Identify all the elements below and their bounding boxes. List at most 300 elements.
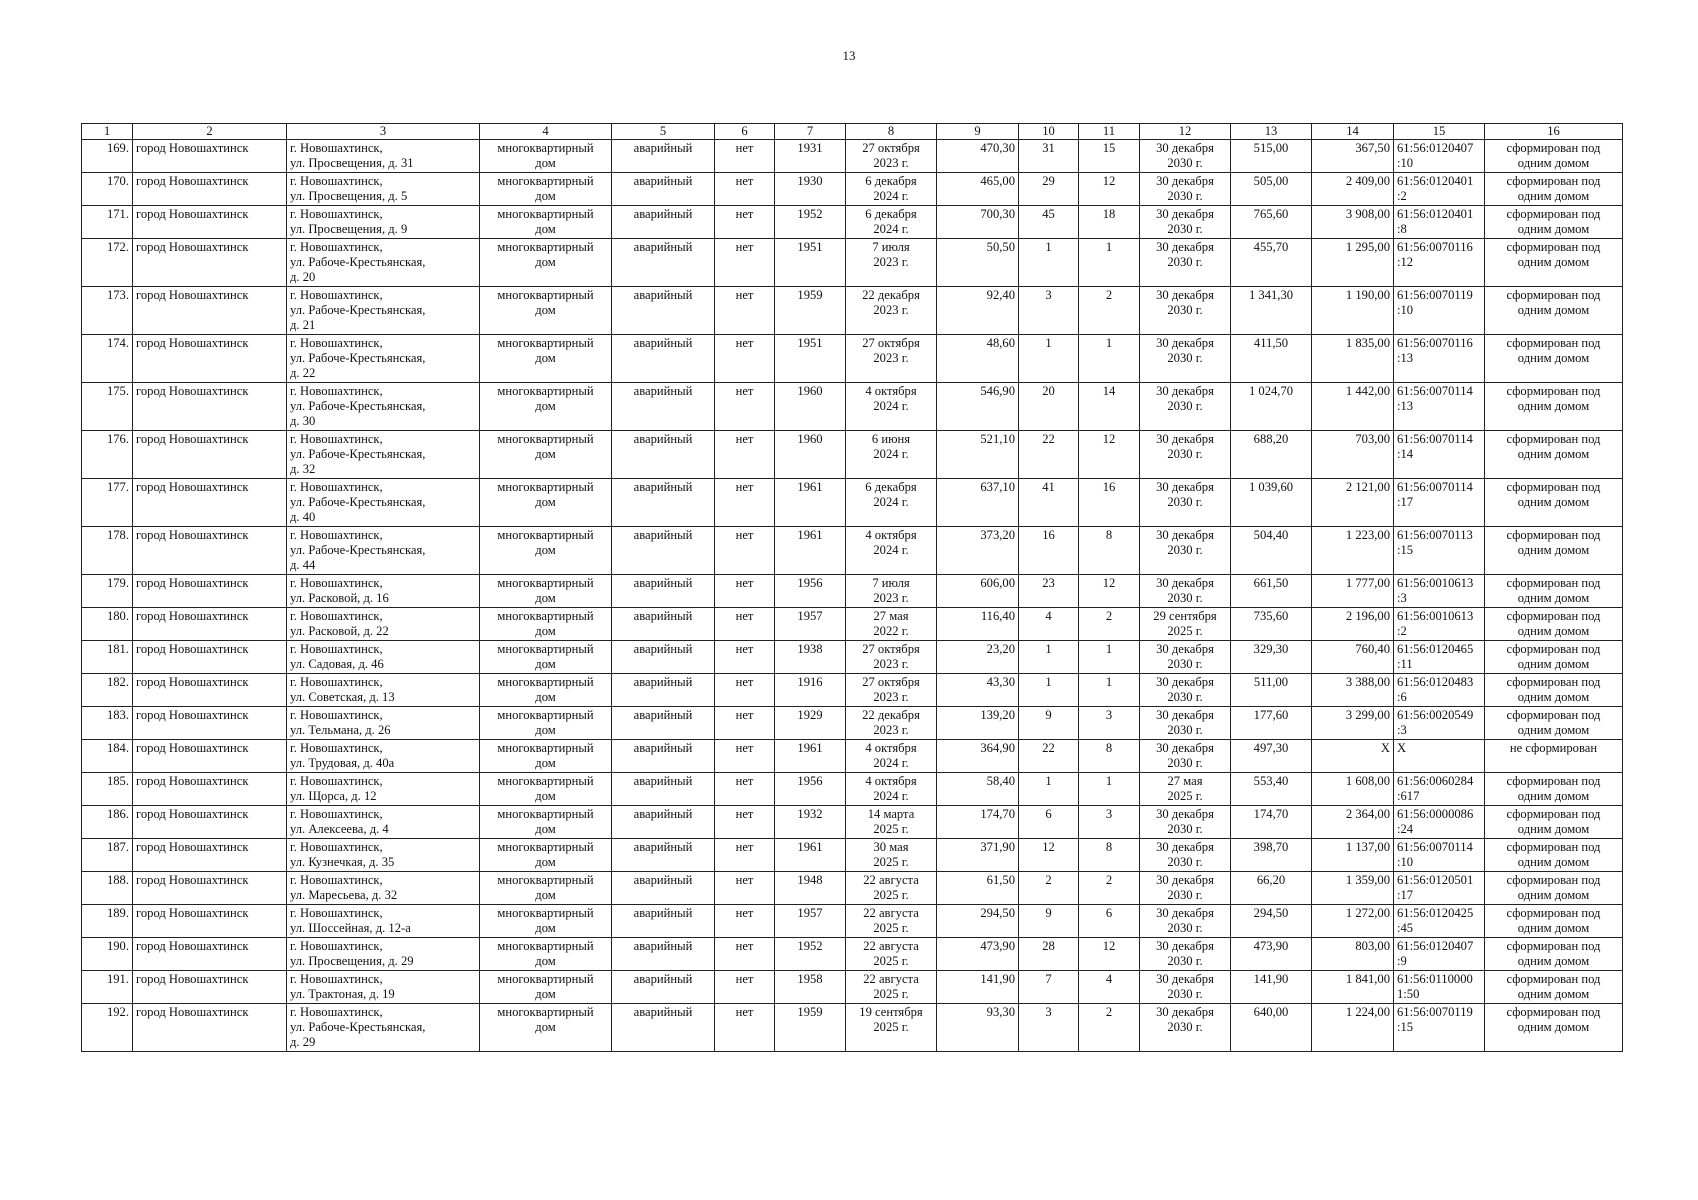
resettlement-deadline-cell: 30 декабря 2030 г.: [1140, 674, 1231, 707]
condition-cell: аварийный: [612, 707, 715, 740]
total-area-cell: 455,70: [1231, 239, 1312, 287]
area-cell: 465,00: [937, 173, 1019, 206]
building-type-cell: многоквартирный дом: [480, 938, 612, 971]
address-cell: г. Новошахтинск, ул. Рабоче-Крестьянская, д. 44: [287, 527, 480, 575]
total-area-cell: 505,00: [1231, 173, 1312, 206]
land-area-cell: 1 835,00: [1312, 335, 1394, 383]
recognition-date-cell: 27 мая 2022 г.: [846, 608, 937, 641]
land-status-cell: сформирован под одним домом: [1485, 479, 1623, 527]
condition-cell: аварийный: [612, 575, 715, 608]
land-status-cell: сформирован под одним домом: [1485, 971, 1623, 1004]
building-type-cell: многоквартирный дом: [480, 971, 612, 1004]
recognition-date-cell: 19 сентября 2025 г.: [846, 1004, 937, 1052]
total-area-cell: 66,20: [1231, 872, 1312, 905]
land-area-cell: 803,00: [1312, 938, 1394, 971]
column-number-6: 6: [715, 124, 775, 140]
table-row: [82, 527, 1623, 575]
land-area-cell: 3 908,00: [1312, 206, 1394, 239]
resettlement-deadline-cell: 30 декабря 2030 г.: [1140, 905, 1231, 938]
flag-cell: нет: [715, 206, 775, 239]
total-area-cell: 688,20: [1231, 431, 1312, 479]
recognition-date-cell: 4 октября 2024 г.: [846, 383, 937, 431]
cadastral-number-cell: 61:56:0120401 :8: [1394, 206, 1485, 239]
apartments-cell: 6: [1079, 905, 1140, 938]
address-cell: г. Новошахтинск, ул. Тельмана, д. 26: [287, 707, 480, 740]
land-area-cell: 1 223,00: [1312, 527, 1394, 575]
flag-cell: нет: [715, 1004, 775, 1052]
municipality-cell: город Новошахтинск: [133, 707, 287, 740]
apartments-cell: 1: [1079, 773, 1140, 806]
recognition-date-cell: 30 мая 2025 г.: [846, 839, 937, 872]
area-cell: 606,00: [937, 575, 1019, 608]
cadastral-number-cell: 61:56:0010613 :2: [1394, 608, 1485, 641]
residents-cell: 9: [1019, 905, 1079, 938]
apartments-cell: 3: [1079, 806, 1140, 839]
column-number-1: 1: [82, 124, 133, 140]
recognition-date-cell: 27 октября 2023 г.: [846, 674, 937, 707]
apartments-cell: 1: [1079, 674, 1140, 707]
build-year-cell: 1951: [775, 335, 846, 383]
build-year-cell: 1938: [775, 641, 846, 674]
column-number-header-row: [82, 124, 1623, 140]
condition-cell: аварийный: [612, 740, 715, 773]
address-cell: г. Новошахтинск, ул. Маресьева, д. 32: [287, 872, 480, 905]
address-cell: г. Новошахтинск, ул. Трактоная, д. 19: [287, 971, 480, 1004]
row-number-cell: 183.: [82, 707, 133, 740]
condition-cell: аварийный: [612, 872, 715, 905]
recognition-date-cell: 22 августа 2025 г.: [846, 938, 937, 971]
land-area-cell: 1 359,00: [1312, 872, 1394, 905]
apartments-cell: 2: [1079, 608, 1140, 641]
area-cell: 546,90: [937, 383, 1019, 431]
condition-cell: аварийный: [612, 806, 715, 839]
area-cell: 637,10: [937, 479, 1019, 527]
row-number-cell: 179.: [82, 575, 133, 608]
table-row: [82, 971, 1623, 1004]
resettlement-deadline-cell: 30 декабря 2030 г.: [1140, 287, 1231, 335]
municipality-cell: город Новошахтинск: [133, 335, 287, 383]
build-year-cell: 1951: [775, 239, 846, 287]
address-cell: г. Новошахтинск, ул. Рабоче-Крестьянская, д. 22: [287, 335, 480, 383]
table-row: [82, 479, 1623, 527]
resettlement-deadline-cell: 30 декабря 2030 г.: [1140, 206, 1231, 239]
area-cell: 58,40: [937, 773, 1019, 806]
municipality-cell: город Новошахтинск: [133, 971, 287, 1004]
table-row: [82, 905, 1623, 938]
apartments-cell: 3: [1079, 707, 1140, 740]
condition-cell: аварийный: [612, 140, 715, 173]
residents-cell: 4: [1019, 608, 1079, 641]
land-area-cell: 703,00: [1312, 431, 1394, 479]
condition-cell: аварийный: [612, 674, 715, 707]
column-number-10: 10: [1019, 124, 1079, 140]
recognition-date-cell: 22 декабря 2023 г.: [846, 287, 937, 335]
address-cell: г. Новошахтинск, ул. Садовая, д. 46: [287, 641, 480, 674]
condition-cell: аварийный: [612, 839, 715, 872]
resettlement-deadline-cell: 30 декабря 2030 г.: [1140, 971, 1231, 1004]
row-number-cell: 177.: [82, 479, 133, 527]
apartments-cell: 8: [1079, 527, 1140, 575]
residents-cell: 1: [1019, 674, 1079, 707]
build-year-cell: 1957: [775, 905, 846, 938]
municipality-cell: город Новошахтинск: [133, 173, 287, 206]
build-year-cell: 1916: [775, 674, 846, 707]
residents-cell: 45: [1019, 206, 1079, 239]
column-number-9: 9: [937, 124, 1019, 140]
cadastral-number-cell: 61:56:0110000 1:50: [1394, 971, 1485, 1004]
page-number: 13: [842, 48, 856, 63]
flag-cell: нет: [715, 773, 775, 806]
area-cell: 139,20: [937, 707, 1019, 740]
address-cell: г. Новошахтинск, ул. Просвещения, д. 5: [287, 173, 480, 206]
land-status-cell: сформирован под одним домом: [1485, 608, 1623, 641]
apartments-cell: 18: [1079, 206, 1140, 239]
land-area-cell: 3 388,00: [1312, 674, 1394, 707]
condition-cell: аварийный: [612, 608, 715, 641]
apartments-cell: 4: [1079, 971, 1140, 1004]
build-year-cell: 1960: [775, 431, 846, 479]
row-number-cell: 174.: [82, 335, 133, 383]
address-cell: г. Новошахтинск, ул. Шоссейная, д. 12-а: [287, 905, 480, 938]
condition-cell: аварийный: [612, 383, 715, 431]
flag-cell: нет: [715, 905, 775, 938]
table-row: [82, 806, 1623, 839]
build-year-cell: 1929: [775, 707, 846, 740]
resettlement-deadline-cell: 30 декабря 2030 г.: [1140, 872, 1231, 905]
land-status-cell: сформирован под одним домом: [1485, 206, 1623, 239]
land-area-cell: 1 295,00: [1312, 239, 1394, 287]
apartments-cell: 8: [1079, 740, 1140, 773]
build-year-cell: 1959: [775, 287, 846, 335]
total-area-cell: 735,60: [1231, 608, 1312, 641]
municipality-cell: город Новошахтинск: [133, 905, 287, 938]
total-area-cell: 329,30: [1231, 641, 1312, 674]
recognition-date-cell: 22 августа 2025 г.: [846, 971, 937, 1004]
table-row: [82, 239, 1623, 287]
resettlement-deadline-cell: 30 декабря 2030 г.: [1140, 1004, 1231, 1052]
total-area-cell: 515,00: [1231, 140, 1312, 173]
table-row: [82, 287, 1623, 335]
table-body: [82, 140, 1623, 1052]
building-type-cell: многоквартирный дом: [480, 383, 612, 431]
land-status-cell: сформирован под одним домом: [1485, 575, 1623, 608]
building-type-cell: многоквартирный дом: [480, 140, 612, 173]
column-number-3: 3: [287, 124, 480, 140]
table-row: [82, 872, 1623, 905]
build-year-cell: 1961: [775, 839, 846, 872]
address-cell: г. Новошахтинск, ул. Расковой, д. 16: [287, 575, 480, 608]
build-year-cell: 1961: [775, 479, 846, 527]
build-year-cell: 1960: [775, 383, 846, 431]
address-cell: г. Новошахтинск, ул. Рабоче-Крестьянская, д. 30: [287, 383, 480, 431]
cadastral-number-cell: 61:56:0060284 :617: [1394, 773, 1485, 806]
total-area-cell: 174,70: [1231, 806, 1312, 839]
land-status-cell: сформирован под одним домом: [1485, 431, 1623, 479]
land-status-cell: сформирован под одним домом: [1485, 938, 1623, 971]
total-area-cell: 661,50: [1231, 575, 1312, 608]
resettlement-deadline-cell: 30 декабря 2030 г.: [1140, 173, 1231, 206]
land-status-cell: сформирован под одним домом: [1485, 239, 1623, 287]
build-year-cell: 1961: [775, 740, 846, 773]
flag-cell: нет: [715, 608, 775, 641]
municipality-cell: город Новошахтинск: [133, 140, 287, 173]
flag-cell: нет: [715, 740, 775, 773]
municipality-cell: город Новошахтинск: [133, 740, 287, 773]
row-number-cell: 175.: [82, 383, 133, 431]
row-number-cell: 181.: [82, 641, 133, 674]
column-number-5: 5: [612, 124, 715, 140]
land-status-cell: сформирован под одним домом: [1485, 140, 1623, 173]
building-type-cell: многоквартирный дом: [480, 479, 612, 527]
municipality-cell: город Новошахтинск: [133, 839, 287, 872]
residents-cell: 6: [1019, 806, 1079, 839]
row-number-cell: 180.: [82, 608, 133, 641]
row-number-cell: 185.: [82, 773, 133, 806]
total-area-cell: 640,00: [1231, 1004, 1312, 1052]
flag-cell: нет: [715, 839, 775, 872]
apartments-cell: 8: [1079, 839, 1140, 872]
area-cell: 93,30: [937, 1004, 1019, 1052]
land-status-cell: сформирован под одним домом: [1485, 806, 1623, 839]
apartments-cell: 12: [1079, 575, 1140, 608]
flag-cell: нет: [715, 938, 775, 971]
municipality-cell: город Новошахтинск: [133, 806, 287, 839]
building-type-cell: многоквартирный дом: [480, 206, 612, 239]
residents-cell: 9: [1019, 707, 1079, 740]
apartments-cell: 15: [1079, 140, 1140, 173]
address-cell: г. Новошахтинск, ул. Трудовая, д. 40а: [287, 740, 480, 773]
cadastral-number-cell: 61:56:0070114 :14: [1394, 431, 1485, 479]
condition-cell: аварийный: [612, 206, 715, 239]
column-number-14: 14: [1312, 124, 1394, 140]
row-number-cell: 172.: [82, 239, 133, 287]
residents-cell: 7: [1019, 971, 1079, 1004]
municipality-cell: город Новошахтинск: [133, 773, 287, 806]
cadastral-number-cell: 61:56:0070116 :13: [1394, 335, 1485, 383]
condition-cell: аварийный: [612, 1004, 715, 1052]
land-area-cell: 3 299,00: [1312, 707, 1394, 740]
column-number-7: 7: [775, 124, 846, 140]
recognition-date-cell: 7 июля 2023 г.: [846, 239, 937, 287]
build-year-cell: 1952: [775, 206, 846, 239]
residents-cell: 31: [1019, 140, 1079, 173]
area-cell: 116,40: [937, 608, 1019, 641]
row-number-cell: 182.: [82, 674, 133, 707]
building-type-cell: многоквартирный дом: [480, 674, 612, 707]
column-number-12: 12: [1140, 124, 1231, 140]
housing-registry-table: [81, 123, 1623, 1052]
land-status-cell: сформирован под одним домом: [1485, 641, 1623, 674]
address-cell: г. Новошахтинск, ул. Алексеева, д. 4: [287, 806, 480, 839]
area-cell: 371,90: [937, 839, 1019, 872]
municipality-cell: город Новошахтинск: [133, 287, 287, 335]
area-cell: 43,30: [937, 674, 1019, 707]
row-number-cell: 189.: [82, 905, 133, 938]
total-area-cell: 473,90: [1231, 938, 1312, 971]
cadastral-number-cell: 61:56:0070114 :17: [1394, 479, 1485, 527]
build-year-cell: 1958: [775, 971, 846, 1004]
building-type-cell: многоквартирный дом: [480, 641, 612, 674]
build-year-cell: 1961: [775, 527, 846, 575]
cadastral-number-cell: 61:56:0070113 :15: [1394, 527, 1485, 575]
residents-cell: 2: [1019, 872, 1079, 905]
municipality-cell: город Новошахтинск: [133, 1004, 287, 1052]
building-type-cell: многоквартирный дом: [480, 239, 612, 287]
resettlement-deadline-cell: 30 декабря 2030 г.: [1140, 239, 1231, 287]
area-cell: 92,40: [937, 287, 1019, 335]
table-row: [82, 674, 1623, 707]
building-type-cell: многоквартирный дом: [480, 575, 612, 608]
area-cell: 48,60: [937, 335, 1019, 383]
flag-cell: нет: [715, 383, 775, 431]
building-type-cell: многоквартирный дом: [480, 1004, 612, 1052]
total-area-cell: 177,60: [1231, 707, 1312, 740]
condition-cell: аварийный: [612, 335, 715, 383]
address-cell: г. Новошахтинск, ул. Просвещения, д. 9: [287, 206, 480, 239]
total-area-cell: 411,50: [1231, 335, 1312, 383]
residents-cell: 1: [1019, 641, 1079, 674]
condition-cell: аварийный: [612, 287, 715, 335]
total-area-cell: 511,00: [1231, 674, 1312, 707]
build-year-cell: 1931: [775, 140, 846, 173]
flag-cell: нет: [715, 287, 775, 335]
total-area-cell: 141,90: [1231, 971, 1312, 1004]
apartments-cell: 1: [1079, 641, 1140, 674]
residents-cell: 20: [1019, 383, 1079, 431]
recognition-date-cell: 4 октября 2024 г.: [846, 773, 937, 806]
area-cell: 473,90: [937, 938, 1019, 971]
cadastral-number-cell: 61:56:0070114 :13: [1394, 383, 1485, 431]
cadastral-number-cell: 61:56:0120401 :2: [1394, 173, 1485, 206]
cadastral-number-cell: 61:56:0010613 :3: [1394, 575, 1485, 608]
land-area-cell: 2 121,00: [1312, 479, 1394, 527]
land-status-cell: сформирован под одним домом: [1485, 287, 1623, 335]
building-type-cell: многоквартирный дом: [480, 335, 612, 383]
table-row: [82, 938, 1623, 971]
area-cell: 470,30: [937, 140, 1019, 173]
land-area-cell: 367,50: [1312, 140, 1394, 173]
table-row: [82, 773, 1623, 806]
flag-cell: нет: [715, 527, 775, 575]
residents-cell: 22: [1019, 431, 1079, 479]
land-area-cell: 2 196,00: [1312, 608, 1394, 641]
municipality-cell: город Новошахтинск: [133, 674, 287, 707]
area-cell: 61,50: [937, 872, 1019, 905]
municipality-cell: город Новошахтинск: [133, 527, 287, 575]
table-row: [82, 575, 1623, 608]
land-status-cell: сформирован под одним домом: [1485, 527, 1623, 575]
land-status-cell: сформирован под одним домом: [1485, 905, 1623, 938]
area-cell: 700,30: [937, 206, 1019, 239]
flag-cell: нет: [715, 872, 775, 905]
total-area-cell: 398,70: [1231, 839, 1312, 872]
resettlement-deadline-cell: 30 декабря 2030 г.: [1140, 479, 1231, 527]
land-status-cell: сформирован под одним домом: [1485, 872, 1623, 905]
apartments-cell: 2: [1079, 287, 1140, 335]
address-cell: г. Новошахтинск, ул. Рабоче-Крестьянская, д. 32: [287, 431, 480, 479]
building-type-cell: многоквартирный дом: [480, 773, 612, 806]
total-area-cell: 504,40: [1231, 527, 1312, 575]
recognition-date-cell: 6 декабря 2024 г.: [846, 206, 937, 239]
building-type-cell: многоквартирный дом: [480, 806, 612, 839]
land-area-cell: 1 442,00: [1312, 383, 1394, 431]
land-area-cell: 1 841,00: [1312, 971, 1394, 1004]
row-number-cell: 184.: [82, 740, 133, 773]
flag-cell: нет: [715, 641, 775, 674]
build-year-cell: 1956: [775, 773, 846, 806]
flag-cell: нет: [715, 431, 775, 479]
area-cell: 294,50: [937, 905, 1019, 938]
row-number-cell: 169.: [82, 140, 133, 173]
flag-cell: нет: [715, 971, 775, 1004]
land-status-cell: сформирован под одним домом: [1485, 383, 1623, 431]
building-type-cell: многоквартирный дом: [480, 872, 612, 905]
residents-cell: 12: [1019, 839, 1079, 872]
flag-cell: нет: [715, 173, 775, 206]
recognition-date-cell: 14 марта 2025 г.: [846, 806, 937, 839]
recognition-date-cell: 4 октября 2024 г.: [846, 740, 937, 773]
row-number-cell: 190.: [82, 938, 133, 971]
municipality-cell: город Новошахтинск: [133, 938, 287, 971]
total-area-cell: 497,30: [1231, 740, 1312, 773]
address-cell: г. Новошахтинск, ул. Просвещения, д. 31: [287, 140, 480, 173]
land-area-cell: 1 190,00: [1312, 287, 1394, 335]
residents-cell: 29: [1019, 173, 1079, 206]
table-row: [82, 173, 1623, 206]
row-number-cell: 178.: [82, 527, 133, 575]
build-year-cell: 1956: [775, 575, 846, 608]
cadastral-number-cell: 61:56:0120407 :9: [1394, 938, 1485, 971]
address-cell: г. Новошахтинск, ул. Рабоче-Крестьянская, д. 20: [287, 239, 480, 287]
land-status-cell: не сформирован: [1485, 740, 1623, 773]
condition-cell: аварийный: [612, 527, 715, 575]
table-row: [82, 608, 1623, 641]
cadastral-number-cell: 61:56:0120483 :6: [1394, 674, 1485, 707]
column-number-4: 4: [480, 124, 612, 140]
land-area-cell: 1 608,00: [1312, 773, 1394, 806]
table-row: [82, 641, 1623, 674]
building-type-cell: многоквартирный дом: [480, 527, 612, 575]
land-status-cell: сформирован под одним домом: [1485, 707, 1623, 740]
flag-cell: нет: [715, 335, 775, 383]
building-type-cell: многоквартирный дом: [480, 707, 612, 740]
land-status-cell: сформирован под одним домом: [1485, 674, 1623, 707]
table-row: [82, 839, 1623, 872]
flag-cell: нет: [715, 479, 775, 527]
flag-cell: нет: [715, 140, 775, 173]
column-number-13: 13: [1231, 124, 1312, 140]
residents-cell: 22: [1019, 740, 1079, 773]
recognition-date-cell: 22 декабря 2023 г.: [846, 707, 937, 740]
cadastral-number-cell: 61:56:0070114 :10: [1394, 839, 1485, 872]
apartments-cell: 2: [1079, 1004, 1140, 1052]
table-row: [82, 707, 1623, 740]
address-cell: г. Новошахтинск, ул. Рабоче-Крестьянская, д. 29: [287, 1004, 480, 1052]
table-row: [82, 383, 1623, 431]
cadastral-number-cell: X: [1394, 740, 1485, 773]
land-area-cell: 760,40: [1312, 641, 1394, 674]
apartments-cell: 1: [1079, 335, 1140, 383]
recognition-date-cell: 27 октября 2023 г.: [846, 641, 937, 674]
total-area-cell: 553,40: [1231, 773, 1312, 806]
table-row: [82, 431, 1623, 479]
condition-cell: аварийный: [612, 938, 715, 971]
row-number-cell: 171.: [82, 206, 133, 239]
land-area-cell: X: [1312, 740, 1394, 773]
area-cell: 50,50: [937, 239, 1019, 287]
residents-cell: 3: [1019, 1004, 1079, 1052]
flag-cell: нет: [715, 674, 775, 707]
